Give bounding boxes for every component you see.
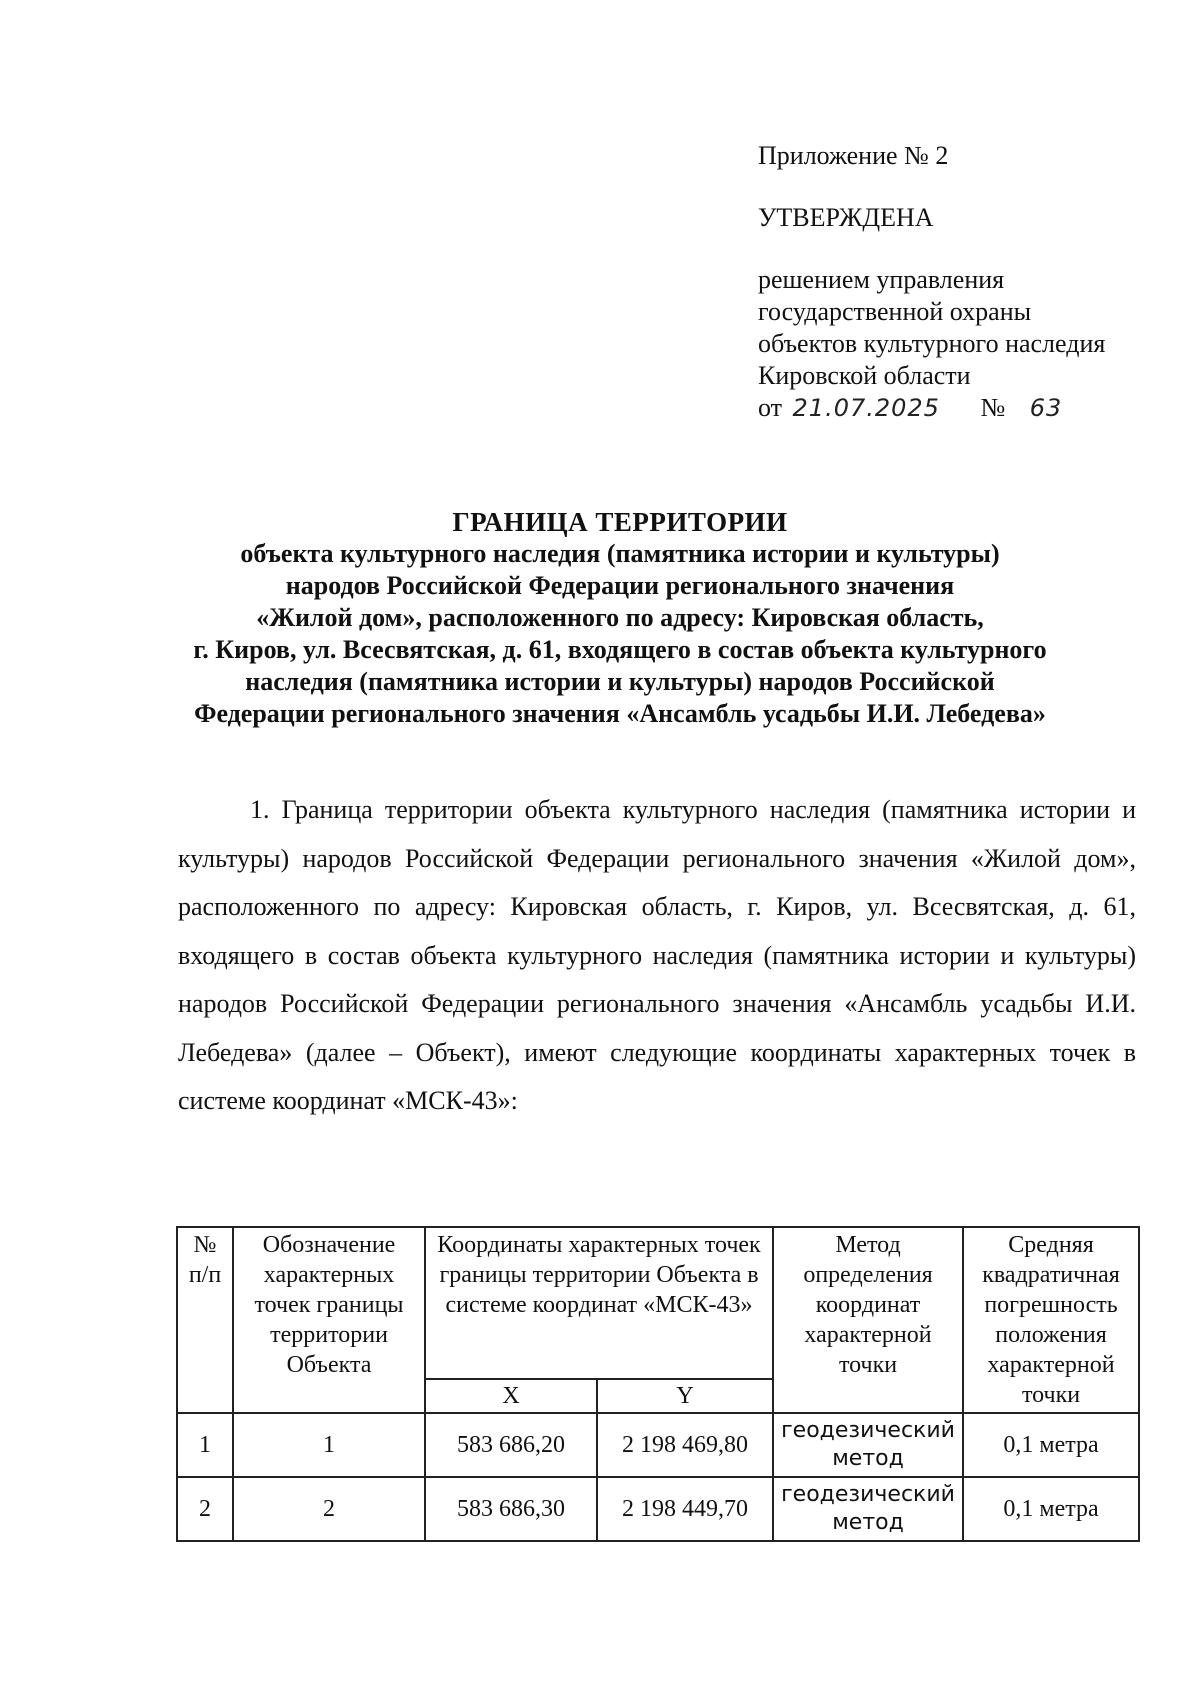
title-line-5: наследия (памятника истории и культуры) народов Российской xyxy=(245,667,995,696)
decision-line-3: объектов культурного наследия xyxy=(758,329,1106,358)
date-prefix: от xyxy=(758,393,783,422)
approval-block xyxy=(758,140,1105,424)
cell-method: геодезический метод xyxy=(773,1477,963,1541)
cell-num: 1 xyxy=(177,1413,233,1477)
table-header-row xyxy=(177,1227,1139,1379)
header-error: Средняя квадратичная погрешность положения характерной точки xyxy=(963,1227,1139,1413)
cell-point: 2 xyxy=(233,1477,425,1541)
title-line-3: «Жилой дом», расположенного по адресу: Кировская область, xyxy=(256,603,984,632)
cell-method: геодезический метод xyxy=(773,1413,963,1477)
appendix-label: Приложение № 2 xyxy=(758,141,949,170)
table-row xyxy=(177,1413,1139,1477)
header-designation: Обозначение характерных точек границы территории Объекта xyxy=(233,1227,425,1413)
cell-error: 0,1 метра xyxy=(963,1477,1139,1541)
header-num-line1: № xyxy=(193,1232,217,1258)
handwritten-number: 63 xyxy=(1029,394,1063,422)
header-num xyxy=(177,1227,233,1413)
title-main: ГРАНИЦА ТЕРРИТОРИИ xyxy=(452,507,788,537)
cell-error: 0,1 метра xyxy=(963,1413,1139,1477)
header-coordinates: Координаты характерных точек границы территории Объекта в системе координат «МСК-43» xyxy=(425,1227,773,1379)
decision-line-1: решением управления xyxy=(758,265,1005,294)
approved-label: УТВЕРЖДЕНА xyxy=(758,203,934,232)
cell-y: 2 198 449,70 xyxy=(597,1477,773,1541)
cell-x: 583 686,30 xyxy=(425,1477,597,1541)
cell-y: 2 198 469,80 xyxy=(597,1413,773,1477)
table-row xyxy=(177,1477,1139,1541)
header-method: Метод определения координат характерной точки xyxy=(773,1227,963,1413)
number-label: № xyxy=(980,393,1006,422)
cell-point: 1 xyxy=(233,1413,425,1477)
title-line-1: объекта культурного наследия (памятника истории и культуры) xyxy=(240,539,1000,568)
decision-line-4: Кировской области xyxy=(758,361,971,390)
title-line-2: народов Российской Федерации регионального значения xyxy=(285,571,955,600)
document-title xyxy=(150,506,1090,730)
paragraph-1: 1. Граница территории объекта культурного наследия (памятника истории и культуры) народов Российской Федерации регионального значения «Жилой дом», расположенного по адресу: Кировская область, г. Киров, ул. Всесвятская, д. 61, входящего в состав объекта культурного наследия (памятника истории и культуры) народов Российской Федерации регионального значения «Ансамбль усадьбы И.И. Лебедева» (далее – Объект), имеют следующие координаты характерных точек в системе координат «МСК-43»: xyxy=(178,795,1136,1115)
date-number-row xyxy=(758,392,1105,424)
title-line-4: г. Киров, ул. Всесвятская, д. 61, входящего в состав объекта культурного xyxy=(193,635,1047,664)
header-y: Y xyxy=(597,1379,773,1413)
decision-line-2: государственной охраны xyxy=(758,297,1032,326)
handwritten-date: 21.07.2025 xyxy=(792,394,940,422)
coordinates-table xyxy=(176,1226,1140,1542)
title-line-6: Федерации регионального значения «Ансамбль усадьбы И.И. Лебедева» xyxy=(194,699,1046,728)
cell-x: 583 686,20 xyxy=(425,1413,597,1477)
header-num-line2: п/п xyxy=(188,1262,222,1288)
cell-num: 2 xyxy=(177,1477,233,1541)
header-x: X xyxy=(425,1379,597,1413)
